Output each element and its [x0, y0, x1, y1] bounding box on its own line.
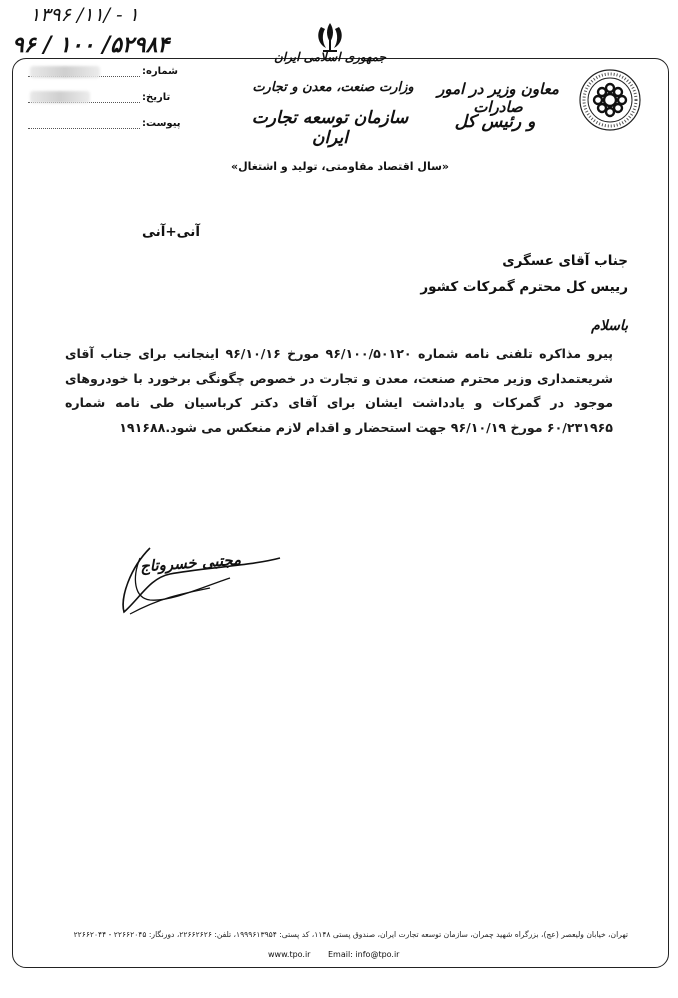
footer-email: Email: info@tpo.ir: [328, 950, 400, 959]
deputy-title: معاون وزیر در امور صادرات: [437, 80, 559, 116]
greeting: باسلام: [591, 318, 628, 334]
handwritten-date: ۱۳۹۶ /۱۱/ - ۱: [30, 4, 139, 26]
signature-scribble-icon: [110, 528, 290, 620]
footer-website: www.tpo.ir: [268, 950, 311, 959]
organization-title: سازمان توسعه تجارت ایران: [251, 108, 409, 148]
deputy-subtitle: و رئیس کل: [454, 112, 536, 132]
ministry-title: وزارت صنعت، معدن و تجارت: [252, 80, 414, 95]
letter-body: پیرو مذاکره تلفنی نامه شماره ۹۶/۱۰۰/۵۰۱۲۰ مورخ ۹۶/۱۰/۱۶ اینجانب برای جناب آقای شریعتمداری وزیر محترم صنعت، معدن و تجارت در خصوص چگونگی برخورد با خودروهای موجود در گمرکات و یادداشت ایشان برای آقای دکتر کرباسیان طی نامه شماره ۶۰/۲۳۱۹۶۵ مورخ ۹۶/۱۰/۱۹ جهت استحضار و اقدام لازم منعکس می شود.۱۹۱۶۸۸: [65, 346, 613, 435]
attachment-field-line: [28, 128, 140, 129]
urgency-stamp: آنی+آنی: [141, 224, 200, 240]
signatory-name: مجتبی خسروتاج: [139, 550, 242, 576]
republic-title: جمهوری اسلامی ایران: [273, 50, 387, 64]
letterhead-frame: [12, 58, 669, 968]
date-field-redaction: [30, 91, 90, 103]
number-field-redaction: [30, 66, 100, 78]
footer-address: تهران، خیابان ولیعصر (عج)، بزرگراه شهید چمران، سازمان توسعه تجارت ایران، صندوق پستی ۱۱۴۸، کد پستی: ۱۹۹۹۶۱۳۹۵۴، تلفن: ۲۲۶۶۲۶۲۶، دورنگار: ۲۲۶۶۲۰۴۵ - ۲۲۶۶۲۰۴۴: [73, 930, 628, 939]
slogan: «سال اقتصاد مقاومتی، تولید و اشتغال»: [230, 160, 450, 173]
recipient-name: جناب آقای عسگری: [502, 253, 628, 269]
tpo-logo-icon: [578, 68, 642, 132]
recipient-title: رییس کل محترم گمرکات کشور: [420, 279, 628, 295]
number-field-label: شماره:: [142, 66, 178, 77]
date-field-label: تاریخ:: [142, 92, 171, 103]
attachment-field-label: پیوست:: [142, 118, 181, 129]
handwritten-number: ۹۶ / ۱۰۰ /۵۲۹۸۴: [12, 32, 170, 58]
